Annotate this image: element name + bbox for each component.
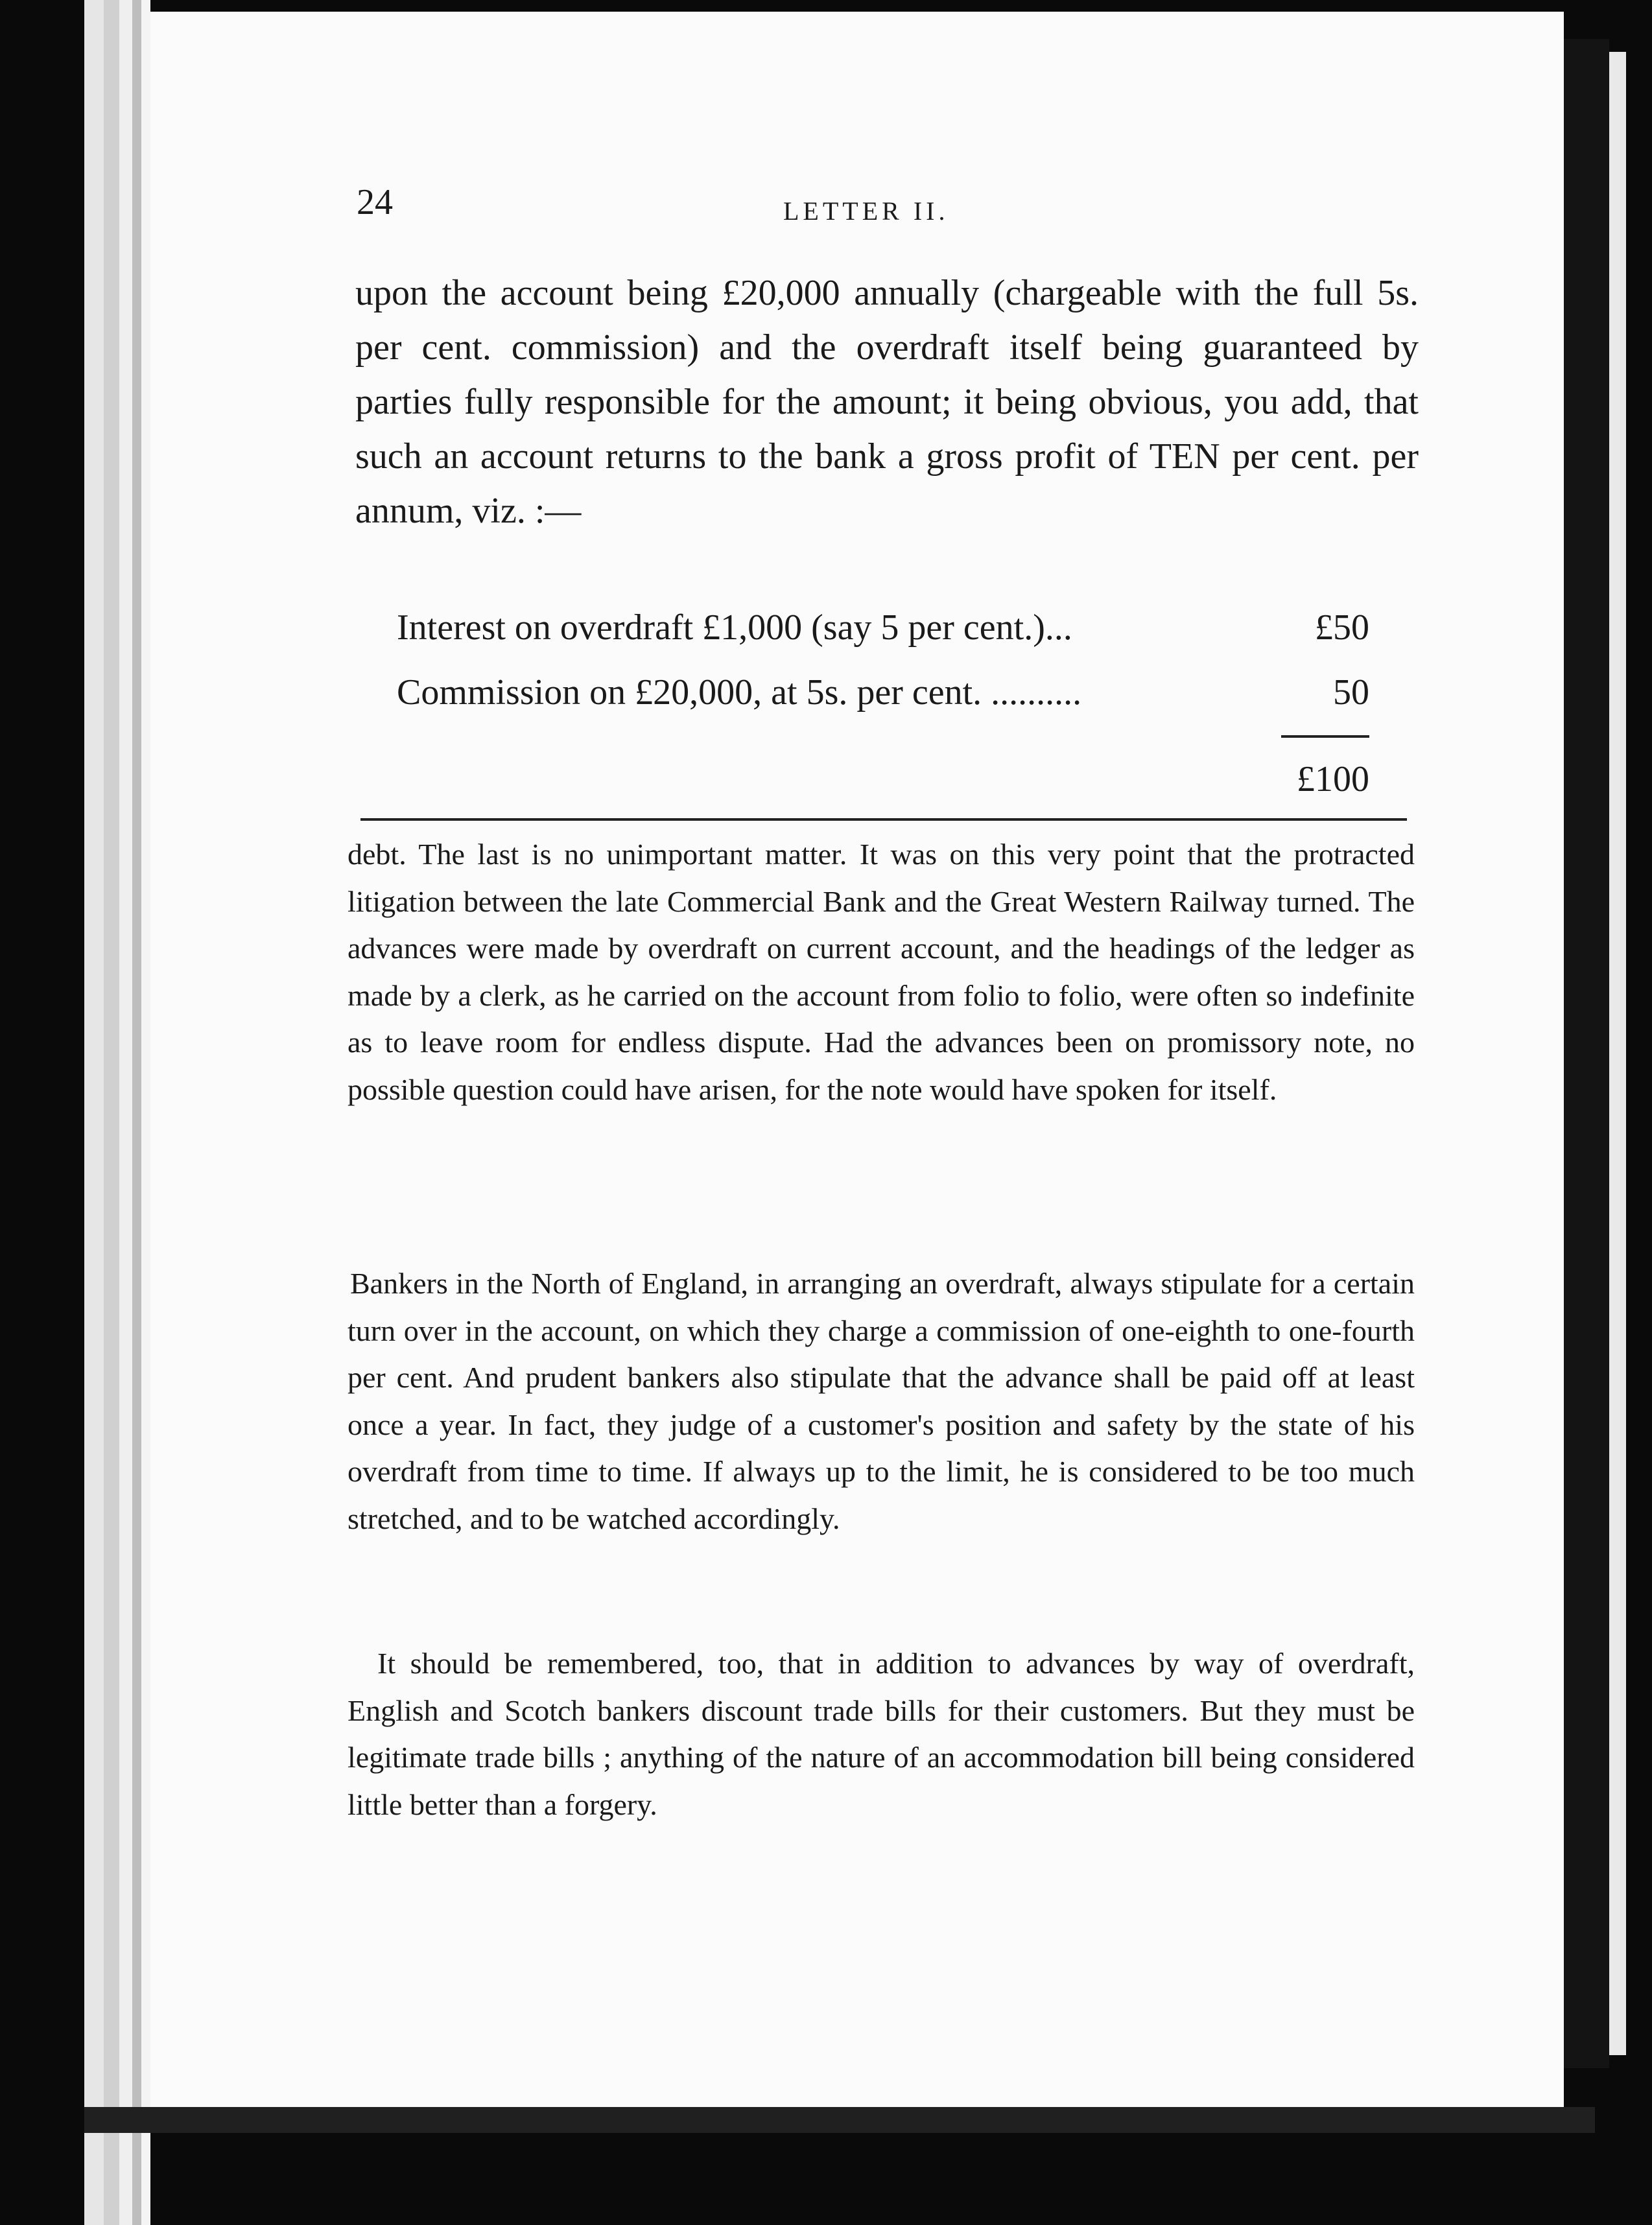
page-header bbox=[207, 182, 1439, 233]
main-paragraph: upon the account being £20,000 annually (chargeable with the full 5s. per cent. commission) and the overdraft itself being guaranteed by parties fully responsible for the amount; it being obvious, you add, that such an account returns to the bank a gross profit of TEN per cent. per annum, viz. :— bbox=[355, 273, 1419, 531]
footnote-paragraph: Bankers in the North of England, in arranging an overdraft, always stipulate for a certain turn over in the account, on which they charge a commission of one-eighth to one-fourth per cent. And prudent bankers also stipulate that the advance shall be paid off at least once a year. In fact, they judge of a customer's position and safety by the state of his overdraft from time to time. If always up to the limit, he is considered to be too much stretched, and to be watched accordingly. bbox=[348, 1267, 1415, 1535]
page-number: 24 bbox=[357, 182, 393, 222]
ledger-label: Interest on overdraft £1,000 (say 5 per cent.)... bbox=[397, 607, 1072, 648]
book-page-edge bbox=[104, 0, 119, 2225]
book-page-edge bbox=[141, 0, 150, 2225]
book-page-edge bbox=[84, 0, 104, 2225]
ledger-amount: 50 bbox=[1333, 672, 1369, 712]
book-gutter-shadow bbox=[1564, 39, 1609, 2068]
footnote-paragraph: debt. The last is no unimportant matter. It was on this very point that the protracted litigation between the late Commercial Bank and the Great Western Railway turned. The advances were made by overdraft on current account, and the headings of the ledger as made by a clerk, as he carried on the account from folio to folio, were often so indefinite as to leave room for endless dispute. Had the advances been on promissory note, no possible question could have arisen, for the note would have spoken for itself. bbox=[348, 838, 1415, 1106]
scan-bottom-shadow bbox=[84, 2107, 1595, 2133]
ledger-total-rule bbox=[1281, 735, 1369, 738]
ledger-total: £100 bbox=[1297, 759, 1369, 799]
footnote-paragraph: It should be remembered, too, that in addition to advances by way of overdraft, English and Scotch bankers discount trade bills for their customers. But they must be legitimate trade bills ; anything of the nature of an accommodation bill being considered little better than a forgery. bbox=[348, 1647, 1415, 1821]
ledger-row-interest bbox=[397, 595, 1369, 660]
facing-page-edge bbox=[1609, 52, 1626, 2055]
ledger-label: Commission on £20,000, at 5s. per cent. .......... bbox=[397, 672, 1082, 712]
ledger-amount: £50 bbox=[1315, 607, 1369, 648]
footnote-rule bbox=[360, 818, 1407, 821]
profit-ledger bbox=[397, 595, 1369, 725]
ledger-row-commission bbox=[397, 660, 1369, 725]
running-head: LETTER II. bbox=[783, 196, 949, 226]
book-page-edge bbox=[132, 0, 141, 2225]
book-page-edge bbox=[119, 0, 132, 2225]
